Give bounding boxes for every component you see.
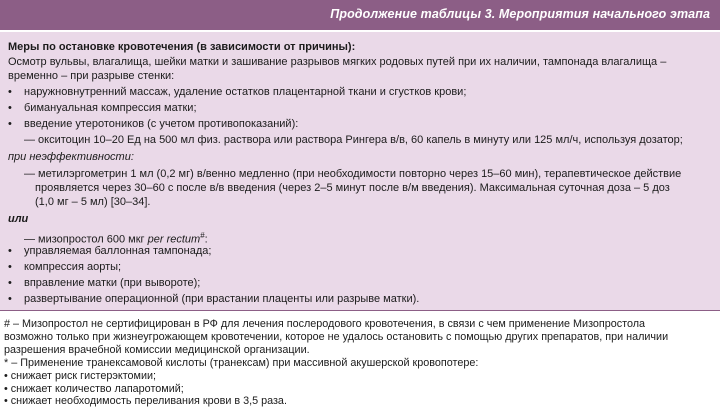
list-item: вправление матки (при вывороте); — [24, 277, 201, 289]
methylergometrine-line-2: проявляется через 30–60 с после в/в введения (через 2–5 минут после в/м введения). Максимальная суточная доза – 5 доз — [35, 182, 670, 194]
footnote-star-item: • снижает риск гистерэктомии; — [4, 370, 157, 382]
misoprostol-text: — мизопростол 600 мкг — [24, 233, 148, 246]
table-header-bar — [0, 0, 720, 30]
misoprostol-colon: : — [204, 233, 208, 246]
if-ineffective-label: при неэффективности: — [8, 151, 134, 163]
footnote-star-line: * – Применение транексамовой кислоты (транексам) при массивной акушерской кровопотере: — [4, 357, 479, 369]
section-heading: Меры по остановке кровотечения (в зависимости от причины): — [8, 41, 356, 53]
methylergometrine-line-1: — метилэргометрин 1 мл (0,2 мг) в/венно медленно (при необходимости повторно через 15–60 мин), терапевтическое действие — [24, 168, 682, 180]
misoprostol-item — [24, 229, 208, 247]
footnote-hash-line-2: возможно только при жизнеугрожающем кровотечении, которое не удалось остановить с помощью других препаратов, при наличии — [4, 331, 669, 343]
table-bottom-rule — [0, 310, 720, 311]
footnote-star-item: • снижает необходимость переливания крови в 3,5 раза. — [4, 395, 287, 407]
per-rectum-text: per rectum — [147, 233, 201, 246]
bullet-icon: • — [8, 277, 12, 289]
bullet-icon: • — [8, 102, 12, 114]
methylergometrine-line-3: (1,0 мг – 5 мл) [30–34]. — [35, 196, 151, 208]
footnote-hash-line-3: разрешения врачебной комиссии медицинской организации. — [4, 344, 310, 356]
list-item: введение утеротоников (с учетом противопоказаний): — [24, 118, 299, 130]
bullet-icon: • — [8, 118, 12, 130]
list-item: управляемая баллонная тампонада; — [24, 245, 212, 257]
footnote-hash-mark: # — [200, 231, 205, 240]
list-item: бимануальная компрессия матки; — [24, 102, 197, 114]
or-label: или — [8, 213, 29, 225]
list-item: наружновнутренний массаж, удаление остатков плацентарной ткани и сгустков крови; — [24, 86, 467, 98]
intro-text-line-2: временно – при разрыве стенки: — [8, 70, 175, 82]
footnote-star-item: • снижает количество лапаротомий; — [4, 383, 184, 395]
table-body — [0, 32, 720, 310]
footnote-hash-line-1: # – Мизопростол не сертифицирован в РФ для лечения послеродового кровотечения, в связи с чем применение Мизопростола — [4, 318, 646, 330]
bullet-icon: • — [8, 261, 12, 273]
bullet-icon: • — [8, 245, 12, 257]
intro-text-line-1: Осмотр вульвы, влагалища, шейки матки и зашивание разрывов мягких родовых путей при их наличии, тампонада влагалища – — [8, 56, 667, 68]
list-item: развертывание операционной (при врастании плаценты или разрыве матки). — [24, 293, 420, 305]
oxytocin-item: — окситоцин 10–20 Ед на 500 мл физ. раствора или раствора Рингера в/в, 60 капель в минуту или 125 мл/ч, используя дозатор; — [24, 134, 683, 146]
list-item: компрессия аорты; — [24, 261, 122, 273]
bullet-icon: • — [8, 293, 12, 305]
bullet-icon: • — [8, 86, 12, 98]
table-title: Продолжение таблицы 3. Мероприятия начального этапа — [330, 7, 710, 21]
